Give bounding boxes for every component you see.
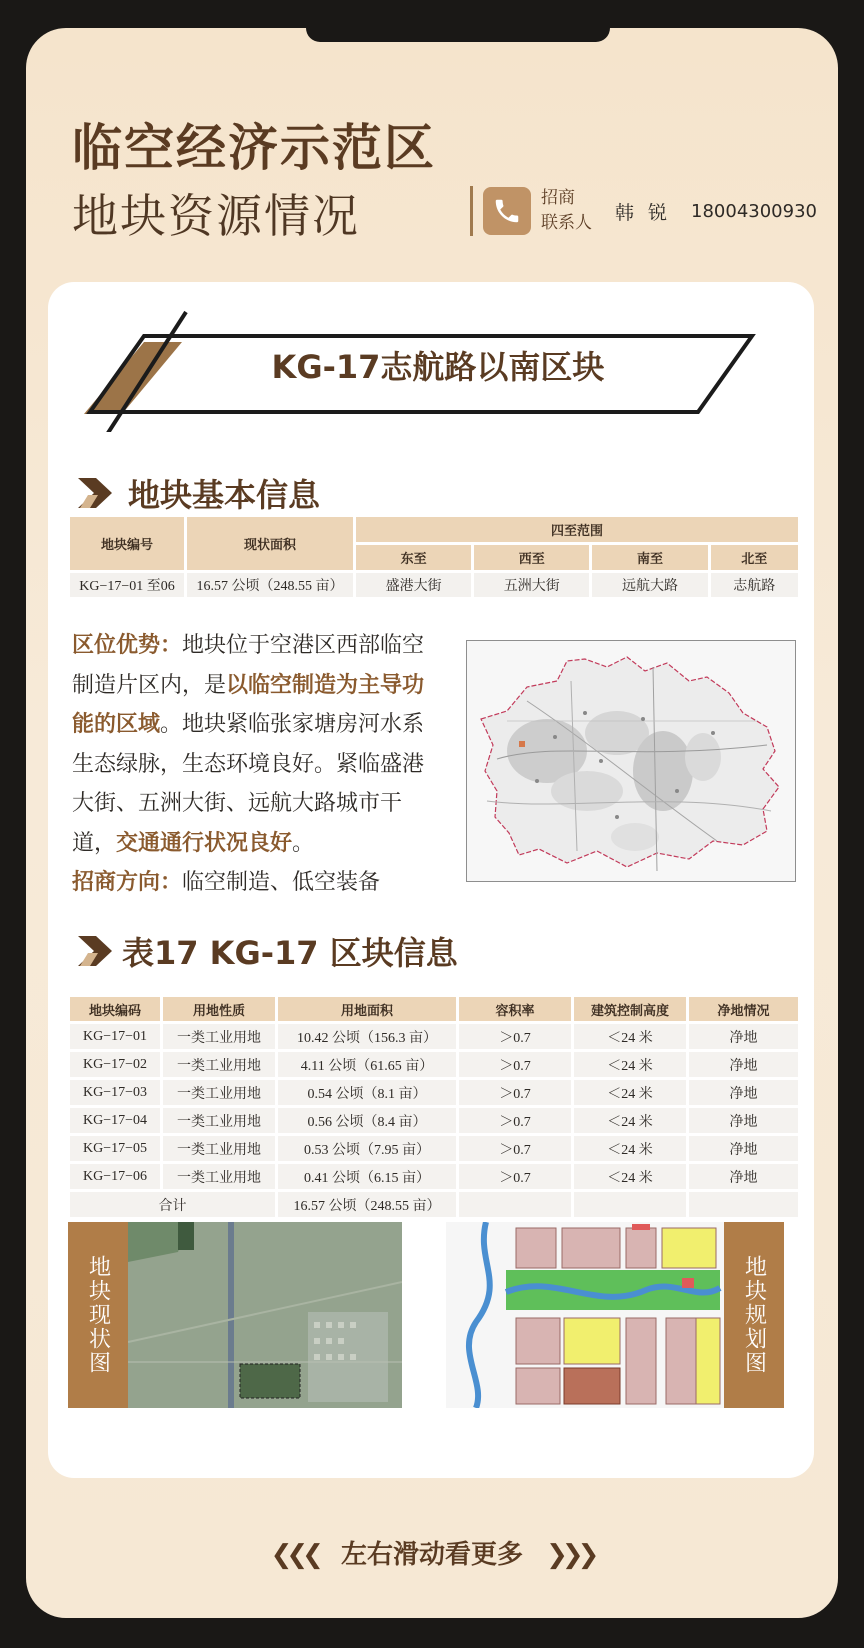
block-section-title: 表17 KG-17 区块信息 xyxy=(122,934,458,972)
cell-area: 4.11 公顷（61.65 亩） xyxy=(278,1052,456,1077)
header-north: 北至 xyxy=(711,545,798,570)
cell-height: ＜24 米 xyxy=(574,1108,686,1133)
top-notch xyxy=(306,28,610,42)
basic-section-title: 地块基本信息 xyxy=(128,476,321,514)
contact-phone[interactable]: 18004300930 xyxy=(691,200,817,222)
cell-far: ＞0.7 xyxy=(459,1080,571,1105)
table-row xyxy=(70,1080,798,1105)
col-header-use: 用地性质 xyxy=(163,997,275,1021)
total-area: 16.57 公顷（248.55 亩） xyxy=(278,1192,456,1217)
cell-west: 五洲大街 xyxy=(474,573,589,597)
table-total-row xyxy=(70,1192,798,1217)
cell-id: KG−17−01 至06 xyxy=(70,573,184,597)
cell-far: ＞0.7 xyxy=(459,1164,571,1189)
col-header-clear: 净地情况 xyxy=(689,997,798,1021)
block-info-table xyxy=(67,994,801,1220)
table-row xyxy=(70,1108,798,1133)
cell-use: 一类工业用地 xyxy=(163,1052,275,1077)
cell-clear: 净地 xyxy=(689,1080,798,1105)
status-aerial-image xyxy=(128,1222,402,1408)
total-empty-cell xyxy=(459,1192,571,1217)
chevron-left-icon: ❮❮❮ xyxy=(270,1540,318,1570)
location-description xyxy=(72,626,428,903)
basic-info-table xyxy=(67,514,801,600)
total-empty-cell xyxy=(689,1192,798,1217)
table-row xyxy=(70,1024,798,1049)
col-header-far: 容积率 xyxy=(459,997,571,1021)
status-image-label: 地块现状图 xyxy=(68,1222,128,1408)
phone-icon[interactable] xyxy=(483,187,531,235)
cell-area: 10.42 公顷（156.3 亩） xyxy=(278,1024,456,1049)
header-area: 现状面积 xyxy=(187,517,353,570)
cell-height: ＜24 米 xyxy=(574,1136,686,1161)
cell-height: ＜24 米 xyxy=(574,1024,686,1049)
table-row xyxy=(70,1136,798,1161)
header-east: 东至 xyxy=(356,545,471,570)
header-south: 南至 xyxy=(592,545,707,570)
cell-clear: 净地 xyxy=(689,1052,798,1077)
banner-title: KG-17志航路以南区块 xyxy=(271,348,605,386)
cell-use: 一类工业用地 xyxy=(163,1164,275,1189)
cell-clear: 净地 xyxy=(689,1164,798,1189)
total-empty-cell xyxy=(574,1192,686,1217)
cell-clear: 净地 xyxy=(689,1024,798,1049)
cell-code: KG−17−02 xyxy=(70,1052,160,1077)
cell-height: ＜24 米 xyxy=(574,1052,686,1077)
cell-clear: 净地 xyxy=(689,1108,798,1133)
contact-label-line2: 联系人 xyxy=(541,213,592,233)
cell-code: KG−17−06 xyxy=(70,1164,160,1189)
cell-east: 盛港大街 xyxy=(356,573,471,597)
desc-text-c: 。 xyxy=(292,830,315,856)
page-subtitle: 地块资源情况 xyxy=(72,189,360,243)
cell-far: ＞0.7 xyxy=(459,1136,571,1161)
cell-use: 一类工业用地 xyxy=(163,1080,275,1105)
desc-highlight-a: 以临空制造为主导功能的区域 xyxy=(72,672,425,737)
direction-label: 招商方向： xyxy=(72,870,183,895)
table-row xyxy=(70,1164,798,1189)
cell-area: 0.56 公顷（8.4 亩） xyxy=(278,1108,456,1133)
cell-code: KG−17−04 xyxy=(70,1108,160,1133)
cell-height: ＜24 米 xyxy=(574,1080,686,1105)
status-image-panel xyxy=(68,1222,402,1408)
header-id: 地块编号 xyxy=(70,517,184,570)
plan-map-image xyxy=(446,1222,724,1408)
cell-far: ＞0.7 xyxy=(459,1052,571,1077)
cell-area: 0.41 公顷（6.15 亩） xyxy=(278,1164,456,1189)
cell-far: ＞0.7 xyxy=(459,1108,571,1133)
cell-code: KG−17−01 xyxy=(70,1024,160,1049)
location-map xyxy=(466,640,796,882)
swipe-hint[interactable] xyxy=(26,1534,838,1571)
block-section-header xyxy=(78,928,458,974)
col-header-height: 建筑控制高度 xyxy=(574,997,686,1021)
desc-highlight-b: 交通通行状况良好 xyxy=(116,830,293,856)
cell-area: 16.57 公顷（248.55 亩） xyxy=(187,573,353,597)
basic-section-header xyxy=(78,470,320,516)
contact-divider xyxy=(470,186,473,236)
cell-area: 0.53 公顷（7.95 亩） xyxy=(278,1136,456,1161)
contact-name: 韩锐 xyxy=(615,201,682,224)
cell-clear: 净地 xyxy=(689,1136,798,1161)
cell-height: ＜24 米 xyxy=(574,1164,686,1189)
desc-text-a: 地块位于空港区西部临空制造片区内，是 xyxy=(72,633,425,698)
col-header-code: 地块编码 xyxy=(70,997,160,1021)
cell-area: 0.54 公顷（8.1 亩） xyxy=(278,1080,456,1105)
cell-use: 一类工业用地 xyxy=(163,1136,275,1161)
advantage-label: 区位优势： xyxy=(72,633,183,658)
page-title: 临空经济示范区 xyxy=(72,119,436,177)
cell-use: 一类工业用地 xyxy=(163,1108,275,1133)
plan-image-panel xyxy=(446,1222,784,1408)
chevron-right-icon: ❯❯❯ xyxy=(546,1540,594,1570)
table-row xyxy=(70,1052,798,1077)
direction-text: 临空制造、低空装备 xyxy=(182,870,381,895)
chevron-right-icon xyxy=(78,478,114,508)
content-card xyxy=(48,282,814,1478)
contact-block xyxy=(470,186,817,236)
cell-north: 志航路 xyxy=(711,573,798,597)
cell-far: ＞0.7 xyxy=(459,1024,571,1049)
cell-code: KG−17−03 xyxy=(70,1080,160,1105)
poster-frame xyxy=(26,28,838,1618)
cell-south: 远航大路 xyxy=(592,573,707,597)
header-west: 西至 xyxy=(474,545,589,570)
contact-label-line1: 招商 xyxy=(541,188,575,208)
total-label: 合计 xyxy=(70,1192,275,1217)
header-bounds: 四至范围 xyxy=(356,517,798,542)
plan-image-label: 地块规划图 xyxy=(724,1222,784,1408)
table-row xyxy=(70,573,798,597)
contact-label xyxy=(541,186,603,236)
cell-use: 一类工业用地 xyxy=(163,1024,275,1049)
chevron-right-icon xyxy=(78,936,114,966)
col-header-area: 用地面积 xyxy=(278,997,456,1021)
swipe-hint-text: 左右滑动看更多 xyxy=(340,1540,523,1570)
desc-text-b: 。地块紧临张家塘房河水系生态绿脉，生态环境良好。紧临盛港大街、五洲大街、远航大路城市干道， xyxy=(72,712,425,856)
cell-code: KG−17−05 xyxy=(70,1136,160,1161)
